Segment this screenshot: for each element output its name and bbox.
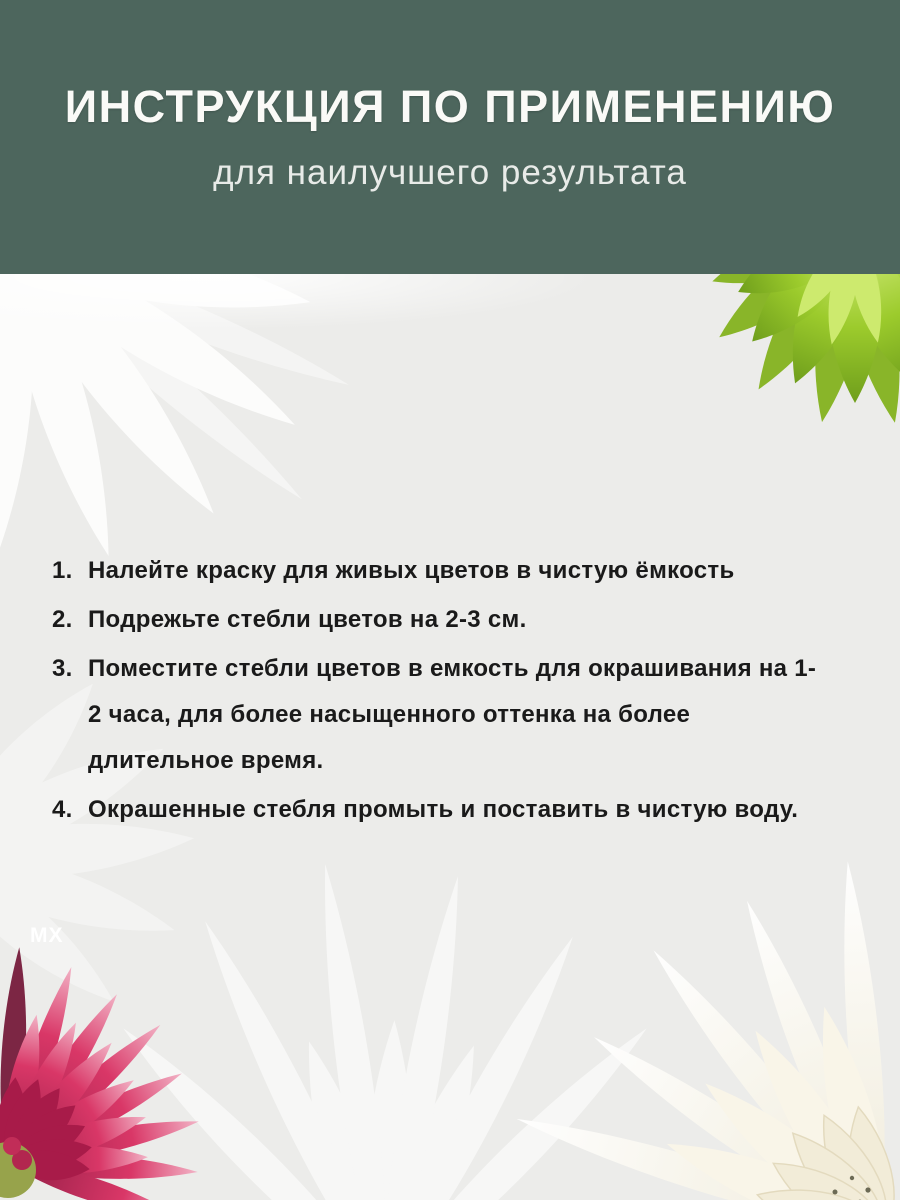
header-banner <box>0 0 900 274</box>
list-item <box>52 646 824 784</box>
page-title: ИНСТРУКЦИЯ ПО ПРИМЕНЕНИЮ <box>64 81 836 132</box>
list-item-number: 1. <box>52 557 73 584</box>
list-item-text: Налейте краску для живых цветов в чистую ёмкость <box>88 557 735 584</box>
list-item-number: 4. <box>52 796 73 823</box>
list-item-text: Окрашенные стебля промыть и поставить в чистую воду. <box>88 796 799 823</box>
list-item-text: Поместите стебли цветов в емкость для окрашивания на 1- 2 часа, для более насыщенного оттенка на более длительное время. <box>88 655 817 774</box>
page-subtitle: для наилучшего результата <box>213 153 687 192</box>
white-flower-top-left <box>0 223 355 563</box>
list-item <box>52 787 824 833</box>
instruction-list <box>52 548 824 836</box>
list-item-number: 3. <box>52 655 73 682</box>
list-item-number: 2. <box>52 606 73 633</box>
watermark: МХ <box>30 924 64 947</box>
list-item <box>52 548 824 594</box>
white-flower-bottom-right <box>512 860 900 1200</box>
list-item-text: Подрежьте стебли цветов на 2-3 см. <box>88 606 527 633</box>
white-flower-bottom-middle <box>111 862 658 1200</box>
list-item <box>52 597 824 643</box>
